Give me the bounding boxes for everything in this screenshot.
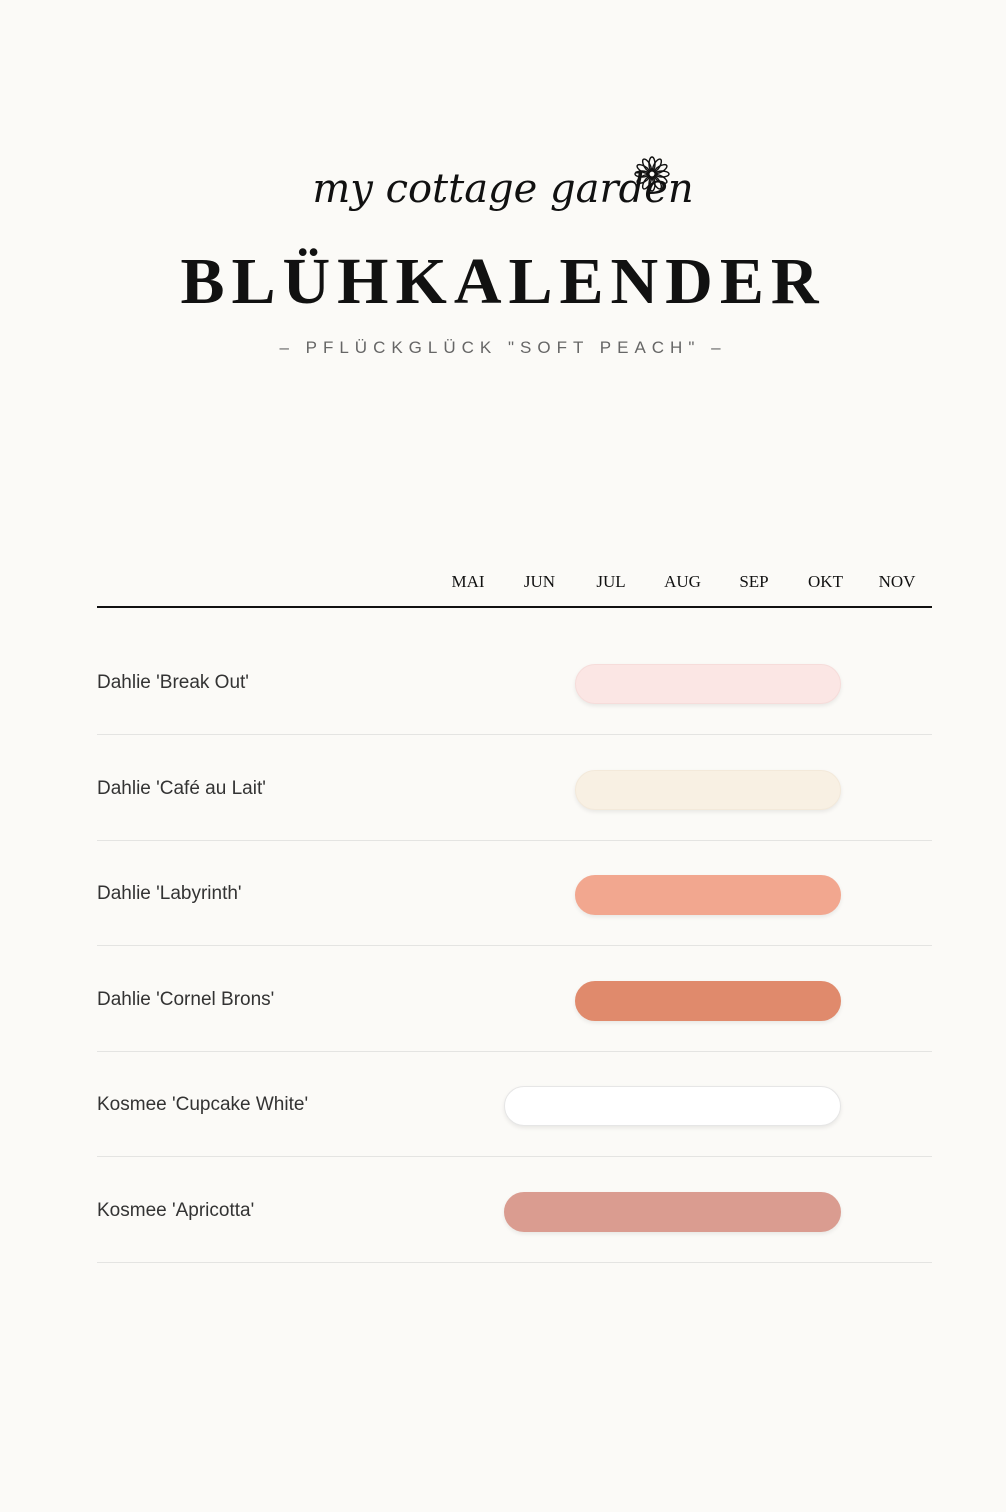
bloom-bar <box>504 1192 842 1232</box>
brand-logo <box>0 150 1006 240</box>
month-label-jul: JUL <box>596 572 626 591</box>
bloom-bar <box>575 981 841 1021</box>
row-label: Dahlie 'Labyrinth' <box>97 883 242 904</box>
flower-icon <box>632 154 672 194</box>
month-label-jun: JUN <box>523 572 556 591</box>
month-label-aug: AUG <box>664 572 701 591</box>
brand-logo-text: my cottage garden <box>312 166 694 212</box>
chart-row <box>97 736 932 841</box>
row-label: Kosmee 'Apricotta' <box>97 1199 255 1221</box>
chart-row <box>97 841 932 946</box>
chart-row <box>97 630 932 735</box>
bloom-bar <box>575 664 841 704</box>
chart-row <box>97 1052 932 1157</box>
bloom-calendar-chart <box>97 560 932 1280</box>
page-title: BLÜHKALENDER <box>180 245 826 318</box>
month-label-nov: NOV <box>878 572 916 591</box>
page-subtitle: – PFLÜCKGLÜCK "SOFT PEACH" – <box>279 338 727 357</box>
bloom-bar <box>575 875 841 915</box>
row-label: Kosmee 'Cupcake White' <box>97 1094 309 1115</box>
month-axis-line <box>97 606 932 608</box>
row-label: Dahlie 'Café au Lait' <box>97 777 266 799</box>
bloom-bar <box>575 770 841 810</box>
month-label-sep: SEP <box>739 572 769 591</box>
chart-row <box>97 947 932 1052</box>
row-label: Dahlie 'Cornel Brons' <box>97 988 275 1010</box>
month-label-mai: MAI <box>451 572 485 591</box>
row-label: Dahlie 'Break Out' <box>97 672 249 693</box>
month-label-okt: OKT <box>808 572 843 591</box>
chart-row <box>97 1158 932 1263</box>
bloom-bar <box>504 1086 842 1126</box>
